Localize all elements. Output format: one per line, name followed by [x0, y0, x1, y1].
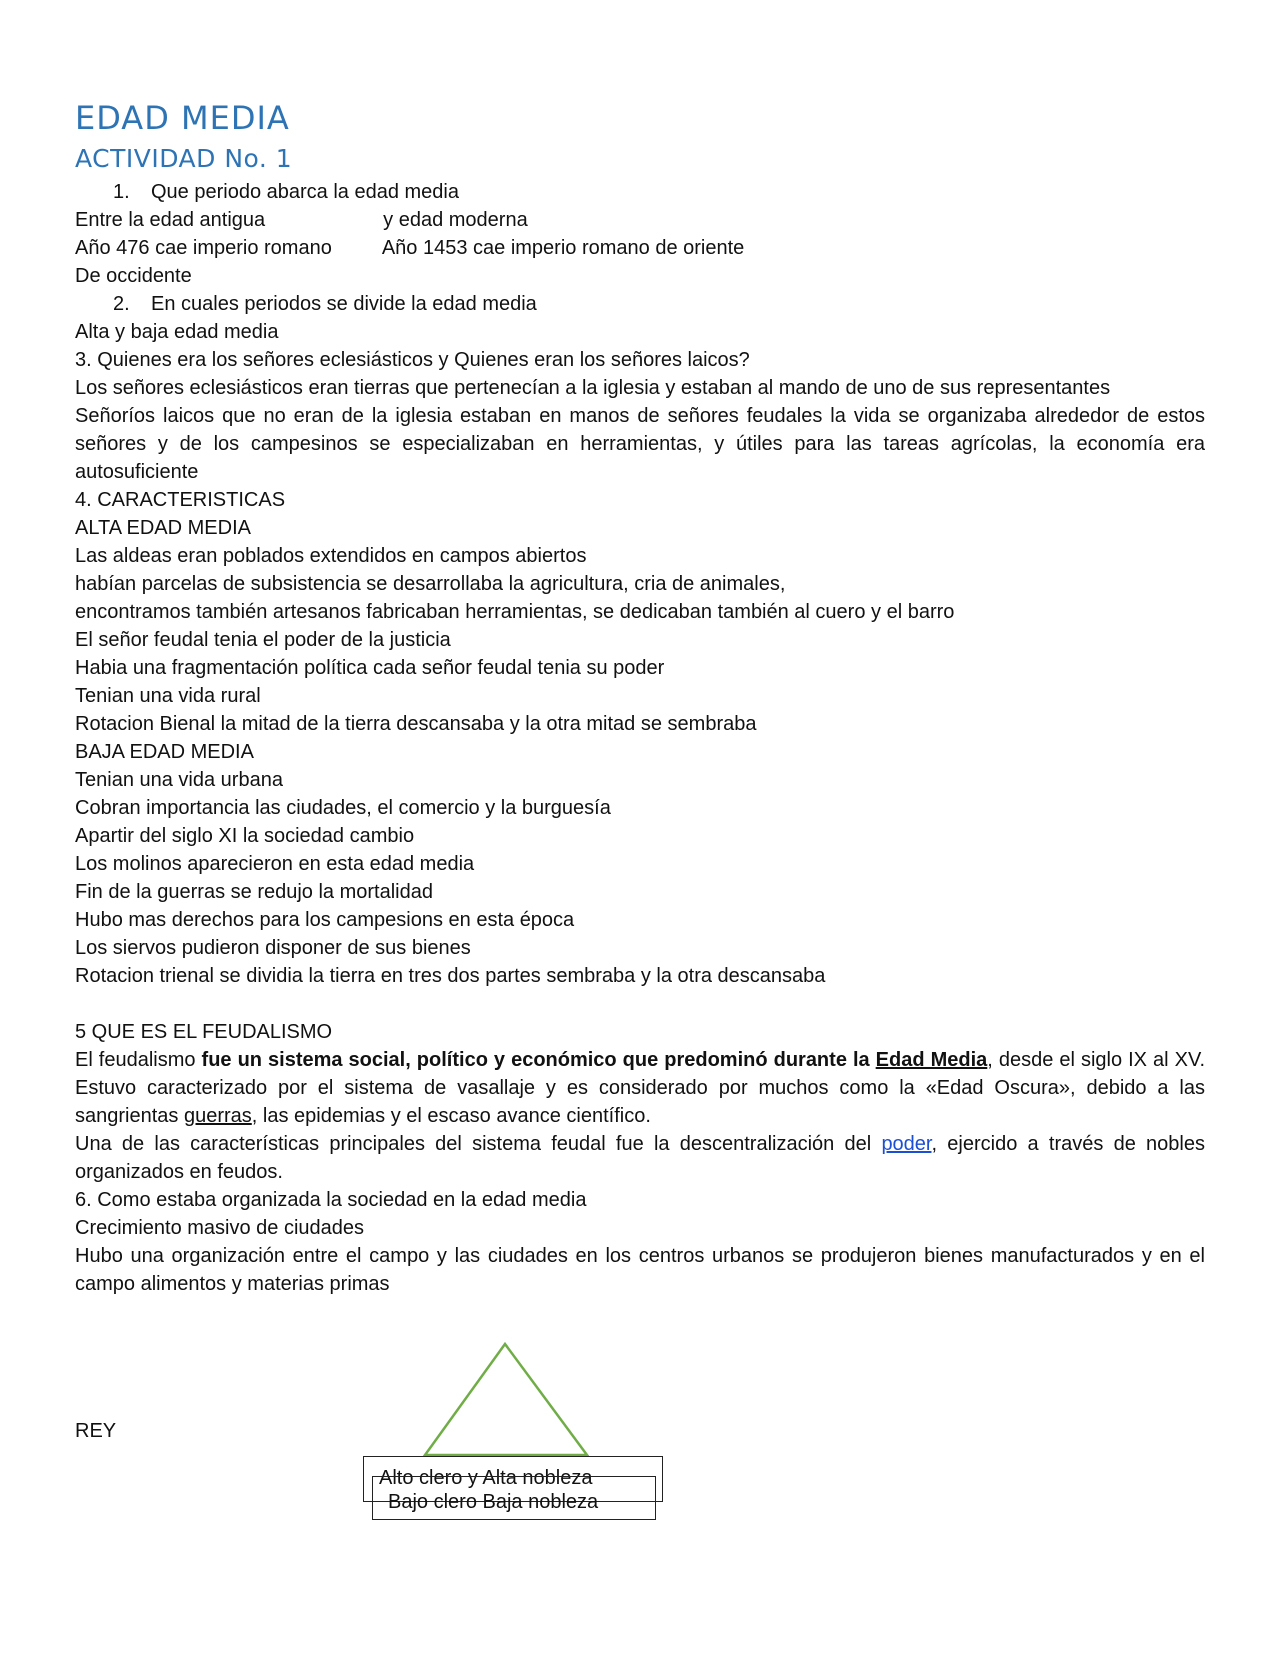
p1-bold-text: fue un sistema social, político y económico que predominó durante la: [201, 1049, 876, 1071]
answer-1-row-2-a: Año 476 cae imperio romano: [75, 237, 332, 259]
answer-1-row-1-b: y edad moderna: [383, 209, 528, 231]
feudalismo-paragraph-2: [75, 1130, 1205, 1186]
answer-1-row-2: [75, 234, 1205, 262]
baja-item: Los siervos pudieron disponer de sus bienes: [75, 937, 471, 959]
p1-text-f: , las epidemias y el escaso avance científico.: [251, 1105, 651, 1127]
question-3: 3. Quienes era los señores eclesiásticos y Quienes eran los señores laicos?: [75, 349, 750, 371]
question-6: 6. Como estaba organizada la sociedad en la edad media: [75, 1189, 587, 1211]
baja-item: Cobran importancia las ciudades, el comercio y la burguesía: [75, 797, 611, 819]
bajo-clero-box: [372, 1476, 656, 1520]
question-2-number: 2.: [113, 293, 130, 315]
feudalismo-paragraph-1: [75, 1046, 1205, 1130]
question-2-text: En cuales periodos se divide la edad media: [151, 293, 537, 315]
document-page: [75, 96, 1205, 1298]
question-1-number: 1.: [113, 181, 130, 203]
p1-text-d: , desde el siglo IX al XV. Estuvo caracterizado por el sistema de vasallaje y es considerado por muchos como la «Edad Oscura», debido a las sangrientas: [75, 1049, 1206, 1127]
question-2: [75, 290, 1205, 318]
answer-3-line-1: Los señores eclesiásticos eran tierras que pertenecían a la iglesia y estaban al mando de uno de sus representantes: [75, 377, 1111, 399]
answer-1-row-1-a: Entre la edad antigua: [75, 209, 266, 231]
question-5: 5 QUE ES EL FEUDALISMO: [75, 1021, 333, 1043]
answer-2: Alta y baja edad media: [75, 321, 279, 343]
alta-item: El señor feudal tenia el poder de la justicia: [75, 629, 451, 651]
alta-item: Habia una fragmentación política cada señor feudal tenia su poder: [75, 657, 665, 679]
alta-item: encontramos también artesanos fabricaban herramientas, se dedicaban también al cuero y el barro: [75, 601, 955, 623]
alta-item: habían parcelas de subsistencia se desarrollaba la agricultura, cria de animales,: [75, 573, 786, 595]
guerras-link[interactable]: guerras: [183, 1105, 252, 1127]
baja-item: Hubo mas derechos para los campesions en esta época: [75, 909, 575, 931]
baja-item: Apartir del siglo XI la sociedad cambio: [75, 825, 415, 847]
document-title: EDAD MEDIA: [75, 99, 290, 137]
question-1-text: Que periodo abarca la edad media: [151, 181, 459, 203]
alta-edad-media-heading: ALTA EDAD MEDIA: [75, 517, 251, 539]
question-1: [75, 178, 1205, 206]
blank-line: [75, 990, 1205, 1018]
baja-item: Tenian una vida urbana: [75, 769, 283, 791]
question-4: 4. CARACTERISTICAS: [75, 489, 286, 511]
pyramid-triangle: [425, 1344, 587, 1455]
answer-6-line-1: Crecimiento masivo de ciudades: [75, 1217, 365, 1239]
alto-clero-label: Alto clero y Alta nobleza: [379, 1467, 593, 1489]
alta-item: Rotacion Bienal la mitad de la tierra descansaba y la otra mitad se sembraba: [75, 713, 757, 735]
answer-3-paragraph-2: Señoríos laicos que no eran de la iglesia estaban en manos de señores feudales la vida se organizaba alrededor de estos señores y de los campesinos se especializaban en herramientas, y útiles para las tareas agrícolas, la economía era autosuficiente: [75, 405, 1205, 483]
p2-text-a: Una de las características principales del sistema feudal fue la descentralización del: [75, 1133, 882, 1155]
baja-item: Los molinos aparecieron en esta edad media: [75, 853, 475, 875]
alta-item: Las aldeas eran poblados extendidos en campos abiertos: [75, 545, 587, 567]
activity-subtitle: ACTIVIDAD No. 1: [75, 144, 293, 173]
rey-label: REY: [75, 1420, 117, 1442]
baja-item: Rotacion trienal se dividia la tierra en tres dos partes sembraba y la otra descansaba: [75, 965, 826, 987]
bajo-clero-label: Bajo clero Baja nobleza: [388, 1491, 599, 1513]
p2-text-c: , ejercido a través de nobles organizados en feudos.: [75, 1133, 1205, 1183]
edad-media-link[interactable]: Edad Media: [875, 1049, 988, 1071]
answer-1-row-2-b: Año 1453 cae imperio romano de oriente: [381, 237, 745, 259]
answer-6-paragraph-2: Hubo una organización entre el campo y las ciudades en los centros urbanos se produjeron bienes manufacturados y en el campo alimentos y materias primas: [75, 1245, 1205, 1295]
baja-edad-media-heading: BAJA EDAD MEDIA: [75, 741, 254, 763]
p1-text-a: El feudalismo: [75, 1049, 202, 1071]
baja-item: Fin de la guerras se redujo la mortalidad: [75, 881, 433, 903]
answer-1-row-1: [75, 206, 1205, 234]
answer-1-row-3: De occidente: [75, 265, 192, 287]
poder-link[interactable]: poder: [881, 1133, 932, 1155]
alta-item: Tenian una vida rural: [75, 685, 261, 707]
